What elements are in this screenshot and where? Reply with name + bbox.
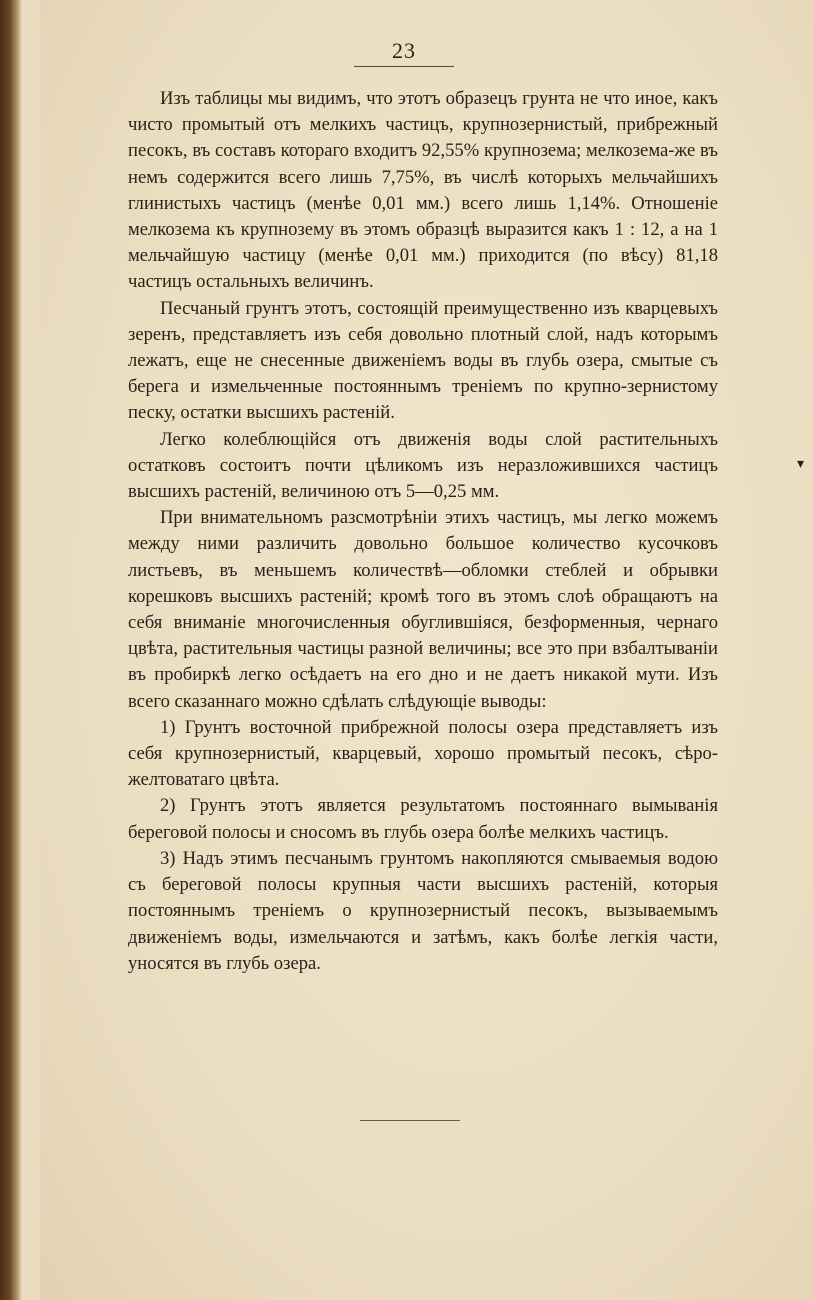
- book-spine-shadow: [0, 0, 22, 1300]
- body-text: [128, 86, 718, 977]
- conclusion-1: 1) Грунтъ восточной прибрежной полосы озера представляетъ изъ себя крупнозернистый, кварцевый, хорошо промытый песокъ, сѣро-желтоватаго цвѣта.: [128, 716, 718, 791]
- footer-rule: [360, 1120, 460, 1121]
- margin-mark: ▾: [797, 457, 805, 472]
- conclusion-2: 2) Грунтъ этотъ является результатомъ постояннаго вымыванія береговой полосы и сносомъ въ глубь озера болѣе мелкихъ частицъ.: [128, 795, 718, 843]
- paragraph-4: При внимательномъ разсмотрѣніи этихъ частицъ, мы легко можемъ между ними различить довольно большое количество кусочковъ листьевъ, въ меньшемъ количествѣ—обломки стеблей и обрывки корешковъ высшихъ растеній; кромѣ того въ этомъ слоѣ обращаютъ на себя вниманіе многочисленныя обуглившіяся, безформенныя, чернаго цвѣта, растительныя частицы разной величины; все это при взбалтываніи въ пробиркѣ легко осѣдаетъ на его дно и не даетъ никакой мути. Изъ всего сказаннаго можно сдѣлать слѣдующіе выводы:: [128, 507, 718, 712]
- conclusion-3: 3) Надъ этимъ песчанымъ грунтомъ накопляются смываемыя водою съ береговой полосы крупныя части высшихъ растеній, которыя постояннымъ треніемъ о крупнозернистый песокъ, вызываемымъ движеніемъ воды, измельчаются и затѣмъ, какъ болѣе легкія части, уносятся въ глубь озера.: [128, 847, 718, 974]
- paragraph-3: Легко колеблющійся отъ движенія воды слой растительныхъ остатковъ состоитъ почти цѣликомъ изъ неразложившихся частицъ высшихъ растеній, величиною отъ 5—0,25 мм.: [128, 428, 718, 503]
- book-page: [40, 0, 813, 1300]
- header-rule: [354, 66, 454, 67]
- page-number: 23: [392, 38, 416, 63]
- paragraph-1: Изъ таблицы мы видимъ, что этотъ образецъ грунта не что иное, какъ чисто промытый отъ мелкихъ частицъ, крупнозернистый, прибрежный песокъ, въ составъ котораго входитъ 92,55% крупнозема; мелкозема-же въ немъ содержится всего лишь 7,75%, въ числѣ которыхъ мельчайшихъ глинистыхъ частицъ (менѣе 0,01 мм.) всего лишь 1,14%. Отношеніе мелкозема къ крупнозему въ этомъ образцѣ выразится какъ 1 : 12, а на 1 мельчайшую частицу (менѣе 0,01 мм.) приходится (по вѣсу) 81,18 частицъ остальныхъ величинъ.: [128, 88, 718, 293]
- paragraph-2: Песчаный грунтъ этотъ, состоящій преимущественно изъ кварцевыхъ зеренъ, представляетъ изъ себя довольно плотный слой, надъ которымъ лежатъ, еще не снесенные движеніемъ воды въ глубь озера, смытые съ берега и измельченные постояннымъ треніемъ по крупно-зернистому песку, остатки высшихъ растеній.: [128, 297, 718, 424]
